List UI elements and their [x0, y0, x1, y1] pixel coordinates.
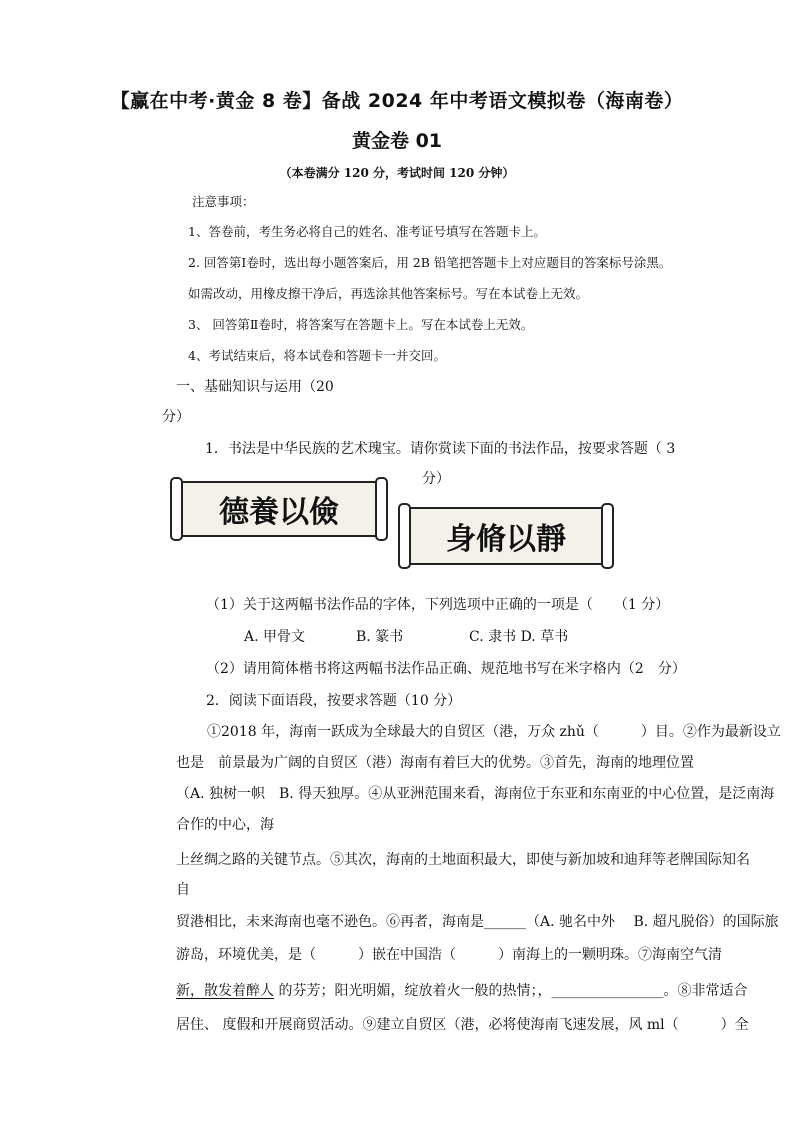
- question-1-sub-2: （2）请用简体楷书将这两幅书法作品正确、规范地书写在米字格内（2 分）: [206, 661, 686, 677]
- calligraphy-text-left: 德養以儉: [219, 495, 339, 530]
- passage-line: 上丝绸之路的关键节点。⑤其次，海南的土地面积最大，即使与新加坡和迪拜等老牌国际知名: [176, 852, 750, 868]
- passage-line: 自: [176, 882, 190, 898]
- notice-item-4: 4、考试结束后，将本试卷和答题卡一并交回。: [188, 348, 446, 363]
- notice-item-3: 3、 回答第Ⅱ卷时，将答案写在答题卡上。写在本试卷上无效。: [188, 317, 534, 332]
- passage-line: 游岛，环境优美，是（ ）嵌在中国浩（ ）南海上的一颗明珠。⑦海南空气清: [176, 947, 722, 963]
- option-b: B. 篆书: [356, 629, 404, 645]
- option-cd: C. 隶书 D. 草书: [469, 629, 569, 645]
- question-2: 2．阅读下面语段，按要求答题（10 分）: [206, 693, 462, 709]
- section-heading-score: 分）: [162, 409, 190, 425]
- question-1-sub-1: （1）关于这两幅书法作品的字体，下列选项中正确的一项是（ （1 分）: [206, 597, 670, 613]
- passage-line: ①2018 年，海南一跃成为全球最大的自贸区（港，万众 zhǔ（ ）目。②作为最新设立: [207, 724, 781, 740]
- question-1: 1．书法是中华民族的艺术瑰宝。请你赏读下面的书法作品，按要求答题（ 3: [205, 441, 676, 457]
- section-heading: 一、基础知识与运用（20: [176, 379, 334, 395]
- passage-line: 合作的中心，海: [176, 817, 274, 833]
- notice-item-2: 2. 回答第Ⅰ卷时，选出每小题答案后，用 2B 铅笔把答题卡上对应题目的答案标号涂黑。: [188, 255, 672, 270]
- notice-item-2-cont: 如需改动，用橡皮擦干净后，再选涂其他答案标号。写在本试卷上无效。: [188, 286, 589, 301]
- notice-item-1: 1、答卷前，考生务必将自己的姓名、准考证号填写在答题卡上。: [188, 224, 546, 239]
- exam-note: （本卷满分 120 分，考试时间 120 分钟）: [279, 166, 515, 180]
- calligraphy-scroll-left: [174, 481, 384, 537]
- passage-line: [176, 980, 747, 1000]
- passage-text: 的芬芳；阳光明媚，绽放着火一般的热情；，: [274, 983, 552, 999]
- option-a: A. 甲骨文: [244, 629, 306, 645]
- passage-line: （A. 独树一帜 B. 得天独厚。④从亚洲范围来看，海南位于东亚和东南亚的中心位置，是泛南海: [176, 786, 775, 802]
- question-1-score: 分）: [422, 471, 450, 487]
- exam-title: 【赢在中考·黄金 8 卷】备战 2024 年中考语文模拟卷（海南卷）: [110, 90, 684, 112]
- underlined-text: 新，散发着醉人: [176, 983, 274, 999]
- answer-blank: ________________: [551, 983, 664, 999]
- passage-line: 贸港相比，未来海南也毫不逊色。⑥再者，海南是______（A. 驰名中外 B. 超凡脱俗）的国际旅: [176, 914, 779, 930]
- notice-heading: 注意事项：: [192, 194, 255, 209]
- calligraphy-text-right: 身脩以靜: [446, 522, 566, 557]
- exam-subtitle: 黄金卷 01: [351, 130, 443, 152]
- passage-line: 也是 前景最为广阔的自贸区（港）海南有着巨大的优势。③首先，海南的地理位置: [176, 755, 694, 771]
- passage-text: 。⑧非常适合: [663, 983, 748, 999]
- calligraphy-scroll-right: [402, 507, 610, 565]
- passage-line: 居住、 度假和开展商贸活动。⑨建立自贸区（港，必将使海南飞速发展，风 ml（ ）全: [176, 1017, 749, 1033]
